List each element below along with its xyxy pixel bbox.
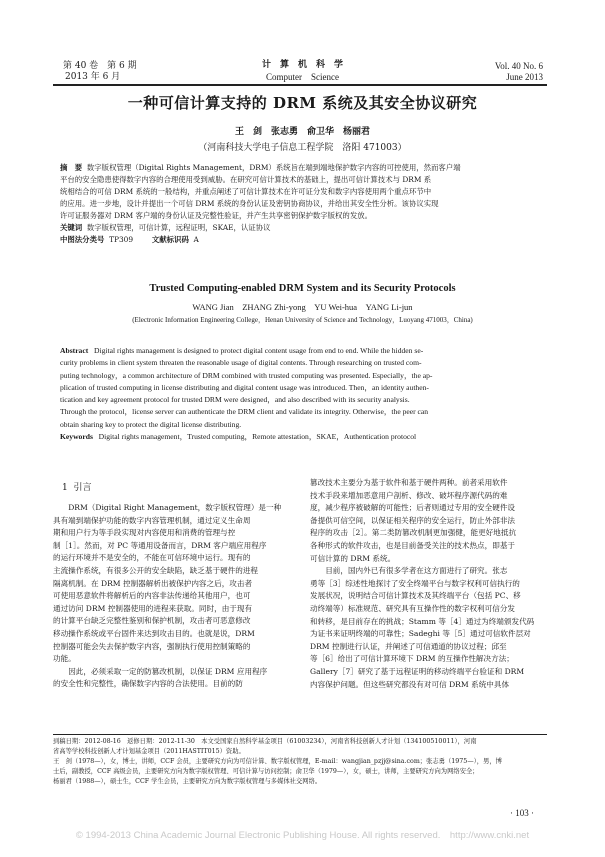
clc-label: 中图法分类号	[60, 235, 105, 244]
journal-name-cn: 计 算 机 科 学	[261, 60, 343, 70]
keywords-cn-label: 关键词	[60, 223, 83, 232]
doc-code-label: 文献标识码	[151, 235, 189, 244]
section-heading	[62, 480, 91, 493]
body-line: 控制器可能会失去保护数字内容，强制执行使用控制策略的	[53, 641, 251, 651]
abstract-en	[60, 345, 545, 443]
body-line: 技术手段来增加恶意用户剖析、修改、破坏程序源代码的难	[310, 490, 508, 500]
body-line: 的安全性和完整性，确保数字内容的合法使用。目前的防	[53, 679, 243, 689]
footnote-rule	[53, 734, 547, 735]
body-line: 移动操作系统或平台固件来达到攻击目的。也就是说，DRM	[53, 628, 255, 638]
footnote-line: 士后，副教授，CCF 高级会员，主要研究方向为数字版权管理、可信计算与访问控制；俞卫华（1979—），女，硕士，讲师，主要研究方向为网络安全；	[53, 768, 479, 775]
clc-value: TP309	[109, 235, 134, 244]
abstract-en-line: tication and key agreement protocol for trusted DRM were designed，and also described with its security analysis.	[60, 395, 410, 405]
body-line: 主流操作系统，有很多公开的安全缺陷，缺乏基于硬件的进程	[53, 565, 259, 575]
body-line: 各种形式的软件攻击，也是目前备受关注的技术热点，即基于	[310, 540, 516, 550]
body-line: 度，减少程序被破解的可能性；后者则通过专用的安全硬件设	[310, 503, 516, 513]
body-line: 隔离机制。在 DRM 控制器解析出被保护内容之后，攻击者	[53, 578, 253, 588]
body-line: 等［6］给出了可信计算环境下 DRM 的互操作性解决方法；	[310, 654, 514, 664]
body-line: 内容保护问题。但这些研究都没有对可信 DRM 系统中具体	[310, 679, 510, 689]
abstract-cn	[60, 162, 545, 246]
body-line: 因此，必须采取一定的防篡改机制，以保证 DRM 应用程序	[68, 666, 268, 676]
body-line: 制［1］。然而，对 PC 等通用设备而言，DRM 客户端应用程序	[53, 540, 267, 550]
body-line: 备提供可信空间，以保证相关程序的安全运行，防止外部非法	[310, 515, 516, 525]
abstract-en-label: Abstract	[60, 346, 89, 355]
body-line: 可使用恶意软件将解析后的内容非法传递给其他用户，也可	[53, 591, 251, 601]
body-left-column	[53, 502, 293, 691]
body-line: 的运行环境并不是安全的，不能在可信环境中运行。现有的	[53, 553, 251, 563]
footnote-line: 杨丽君（1988—），硕士生，CCF 学生会员，主要研究方向为数字版权管理与多媒体社交网络。	[53, 778, 322, 785]
authors-en: WANG Jian ZHANG Zhi-yong YU Wei-hua YANG Li-jun	[192, 302, 413, 312]
header-rule	[53, 84, 547, 86]
body-line: 期和用户行为等手段实现对内容使用和消费的管理与控	[53, 528, 236, 538]
abstract-cn-line: 数字版权管理（Digital Rights Management，DRM）系统旨在端到端地保护数字内容的可控使用，然而客户端	[86, 163, 461, 172]
body-line: 具有端到端保护功能的数字内容管理机制，通过定义生命周	[53, 515, 251, 525]
abstract-cn-label: 摘 要	[60, 163, 83, 172]
paper-title-en: Trusted Computing-enabled DRM System and its Security Protocols	[149, 283, 456, 294]
volume-issue-cn: 第 40 卷 第 6 期	[63, 61, 137, 71]
footnote-line: 省高等学校科技创新人才计划基金项目（2011HASTIT015）资助。	[53, 748, 245, 755]
abstract-cn-line: 许可证服务器对 DRM 客户端的身份认证及完整性验证，并产生共享密钥保护数字版权的发放。	[60, 211, 372, 220]
abstract-en-line: obtain sharing key to protect the digital license distributing.	[60, 419, 242, 429]
abstract-cn-line: 统相结合的可信 DRM 系统的一般结构，并重点阐述了可信计算技术在许可证分发和数字内容使用两个重点环节中	[60, 187, 432, 196]
body-line: Gallery［7］研究了基于远程证明的移动终端平台验证和 DRM	[310, 666, 525, 676]
abstract-en-line: puting technology，a common architecture of DRM combined with trusted computing was presented. Especially，the ap-	[60, 370, 433, 380]
body-line: 篡改技术主要分为基于软件和基于硬件两种。前者采用软件	[310, 478, 508, 487]
body-line: 勇等［3］综述性地探讨了安全终端平台与数字权利可信执行的	[310, 578, 520, 588]
date-en: June 2013	[506, 72, 543, 82]
abstract-en-line: plication of trusted computing in license distributing and digital content usage was introduced. Then，an identity authen-	[60, 382, 429, 392]
date-cn: 2013 年 6 月	[65, 72, 121, 82]
copyright-watermark: © 1994-2013 China Academic Journal Electronic Publishing House. All rights reserved. http://www.cnki.net	[75, 830, 530, 841]
keywords-en: Digital rights management，Trusted computing，Remote attestation，SKAE，Authentication protocol	[98, 432, 417, 442]
body-line: 动终端等）标准规范、研究具有互操作性的数字权利可信分发	[310, 603, 516, 613]
body-line: 目前，国内外已有很多学者在这方面进行了研究。张志	[325, 566, 508, 576]
body-line: DRM（Digital Right Management，数字版权管理）是一种	[68, 503, 282, 512]
abstract-en-line: Through the protocol，license server can authenticate the DRM client and validate its integrity. Otherwise，the peer can	[60, 407, 429, 417]
volume-issue-en: Vol. 40 No. 6	[494, 61, 543, 71]
footnote	[53, 737, 547, 787]
journal-name-en: Computer Science	[266, 72, 339, 82]
body-line: 通过访问 DRM 控制器使用的进程来获取。同时，由于现有	[53, 603, 253, 613]
abstract-en-line: curity problems in client system threaten the reasonable usage of digital contents. Through researching on trusted com-	[60, 358, 422, 368]
abstract-en-line: Digital rights management is designed to protect digital content usage from end to end. While the hidden se-	[93, 346, 424, 355]
body-line: 发展状况，说明结合可信计算技术及其终端平台（包括 PC、移	[310, 591, 521, 601]
footnote-line: 到稿日期：2012-08-16 返修日期：2012-11-30 本文受国家自然科学基金项目（61003234），河南省科技创新人才计划（134100510011），河南	[53, 738, 477, 745]
keywords-cn: 数字版权管理，可信计算，远程证明，SKAE，认证协议	[86, 223, 271, 232]
body-line: 程序的攻击［2］。第二类防篡改机制更加强健，能更好地抵抗	[310, 528, 517, 538]
affiliation-cn: （河南科技大学电子信息工程学院 洛阳 471003）	[198, 143, 407, 153]
footnote-line: 王 剑（1978—），女，博士，讲师，CCF 会员，主要研究方向为可信计算、数字版权管理，E-mail：wangjian_pzjj@sina.com；张志勇（1975—），男，博	[53, 758, 502, 765]
authors-cn: 王 剑 张志勇 俞卫华 杨丽君	[234, 127, 370, 137]
section-number: 1	[62, 483, 68, 493]
body-line: 的计算平台缺乏完整性鉴别和保护机制，攻击者可恶意修改	[53, 616, 251, 626]
section-title: 引言	[73, 483, 92, 493]
keywords-en-label: Keywords	[60, 432, 93, 442]
body-line: DRM 控制进行认证，并阐述了可信通道的协议过程；邱至	[310, 641, 507, 651]
paper-title-cn: 一种可信计算支持的 DRM 系统及其安全协议研究	[127, 94, 478, 112]
body-line: 功能。	[53, 654, 76, 664]
abstract-cn-line: 平台的安全隐患使得数字内容的合理使用受到威胁。在研究可信计算技术的基础上，提出可信计算技术与 DRM 系	[60, 175, 432, 184]
affiliation-en: (Electronic Information Engineering College，Henan University of Science and Technology，Luoyang 471003，China)	[132, 316, 473, 324]
doc-code-value: A	[193, 235, 199, 244]
body-right-column	[310, 477, 547, 691]
body-line: 和转移，是目前存在的挑战；Stamm 等［4］通过为终端颁发代码	[310, 616, 535, 626]
abstract-cn-line: 的应用。进一步地，设计并提出一个可信 DRM 系统的身份认证及密钥协商协议，并给出其安全性分析。该协议实现	[60, 199, 439, 208]
body-line: 为证书来证明终端的可靠性；Sadeghi 等［5］通过可信软件层对	[310, 629, 531, 639]
page-number: · 103 ·	[510, 808, 534, 818]
body-line: 可信计算的 DRM 系统。	[310, 553, 396, 563]
